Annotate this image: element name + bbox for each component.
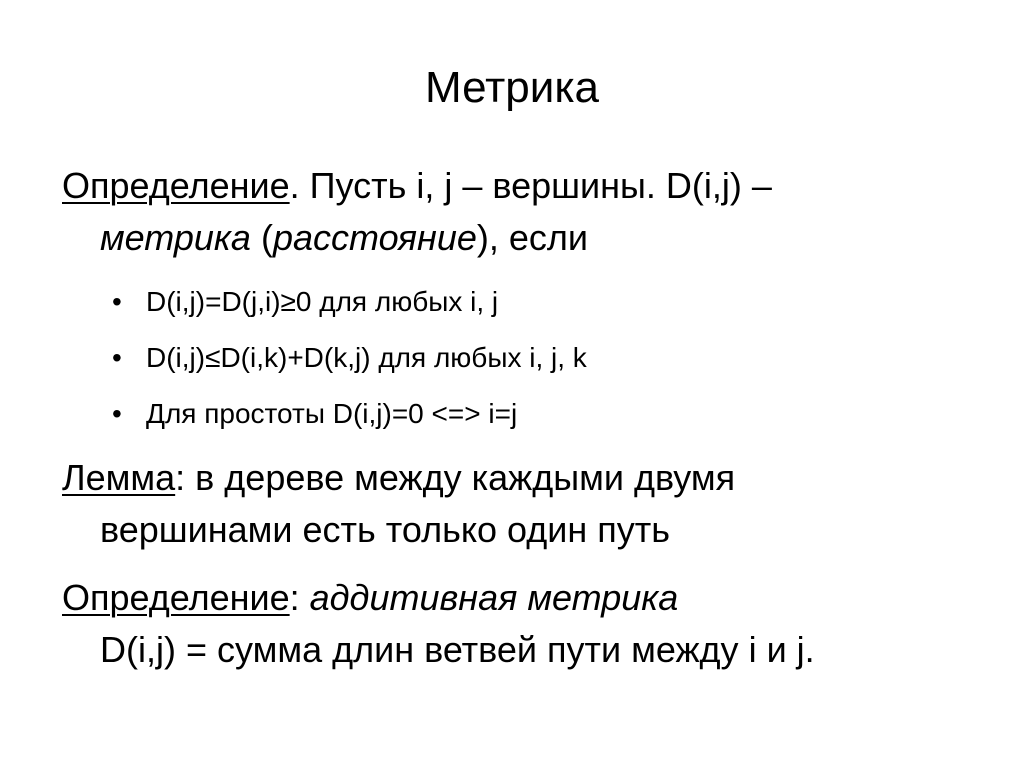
lemma-text: : в дереве между каждыми двумя [175, 457, 736, 498]
definition-metric-line1 [62, 160, 1012, 212]
definition-sep: : [289, 577, 310, 618]
lemma-line1 [62, 452, 1012, 504]
definition-additive [62, 572, 1012, 676]
definition-additive-line1 [62, 572, 1012, 624]
term-metric: метрика [100, 217, 251, 258]
bullet-item [112, 394, 1012, 434]
definition-additive-line2: D(i,j) = сумма длин ветвей пути между i и j. [100, 629, 815, 670]
definition-sep: . [289, 165, 310, 206]
paren-open: ( [250, 217, 273, 258]
lemma-term: Лемма [62, 457, 176, 498]
term-additive-metric: аддитивная метрика [309, 577, 679, 618]
bullet-item [112, 338, 1012, 378]
bullet-marker: • [112, 286, 122, 317]
definition-text: Пусть i, j – вершины. D(i,j) – [309, 165, 772, 206]
bullet-text: Для простоты D(i,j)=0 <=> i=j [146, 398, 518, 429]
definition-metric [62, 160, 1012, 264]
bullet-text: D(i,j)≤D(i,k)+D(k,j) для любых i, j, k [146, 342, 587, 373]
term-distance: расстояние [272, 217, 477, 258]
definition-term: Определение [62, 165, 290, 206]
definition-tail: ), если [476, 217, 589, 258]
bullet-marker: • [112, 398, 122, 429]
slide-title: Метрика [424, 63, 600, 112]
bullet-text: D(i,j)=D(j,i)≥0 для любых i, j [146, 286, 499, 317]
bullet-item [112, 282, 1012, 322]
definition-term: Определение [62, 577, 290, 618]
lemma-line2: вершинами есть только один путь [100, 509, 671, 550]
lemma [62, 452, 1012, 556]
bullet-marker: • [112, 342, 122, 373]
definition-metric-line2 [62, 212, 1012, 264]
